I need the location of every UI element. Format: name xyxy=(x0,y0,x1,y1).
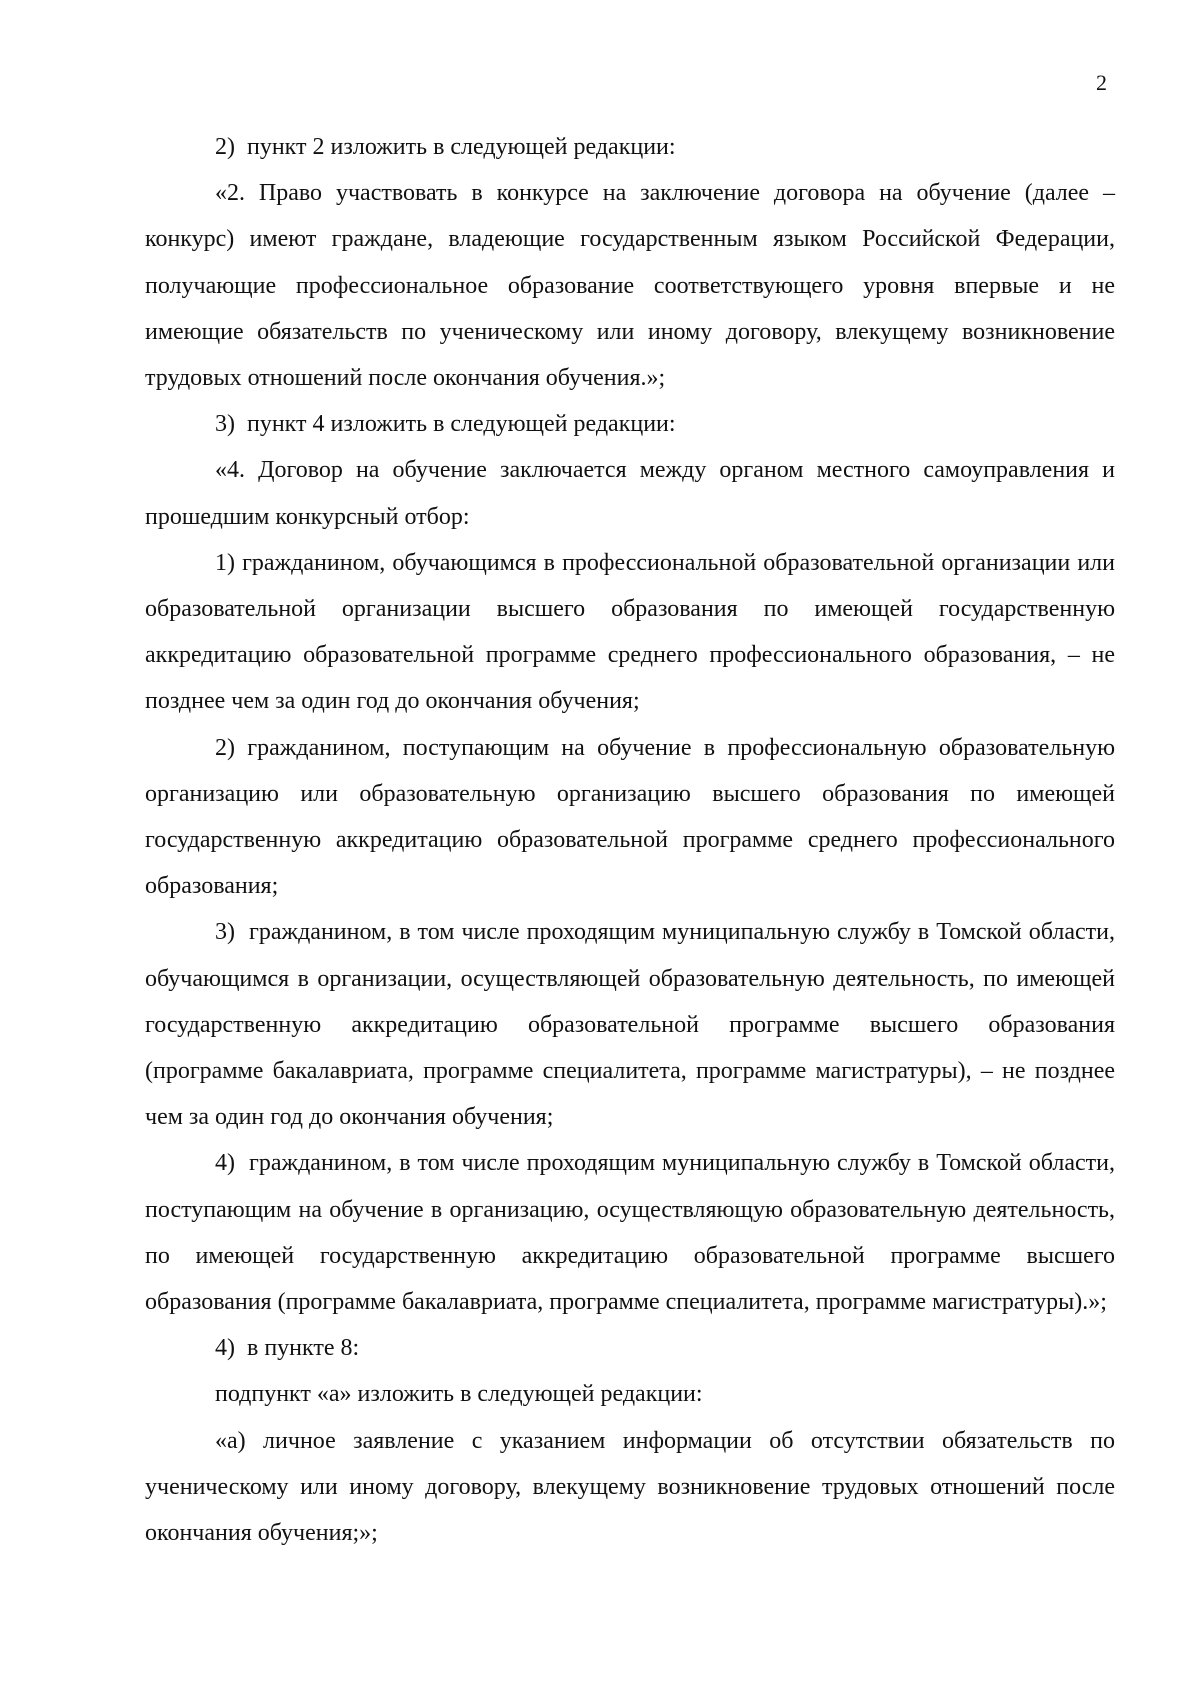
paragraph-subclause-4: 4) гражданином, в том числе проходящим муниципальную службу в Томской области, поступающим на обучение в организацию, осуществляющую образовательную деятельность, по имеющей государственную аккредитацию образовательной программе высшего образования (программе бакалавриата, программе специалитета, программе магистратуры).»; xyxy=(145,1150,1115,1316)
document-body xyxy=(145,124,1115,1556)
paragraph-item-4-heading: 4) в пункте 8: xyxy=(215,1335,360,1362)
paragraph-subclause-2: 2) гражданином, поступающим на обучение в профессиональную образовательную организацию или образовательную организацию высшего образования по имеющей государственную аккредитацию образовательной программе среднего профессионального образования; xyxy=(145,734,1115,900)
paragraph-subpoint-a-text: «а) личное заявление с указанием информации об отсутствии обязательств по ученическому или иному договору, влекущему возникновение трудовых отношений после окончания обучения;»; xyxy=(145,1427,1115,1547)
paragraph-subpoint-a-heading: подпункт «а» изложить в следующей редакции: xyxy=(215,1381,703,1408)
page-number: 2 xyxy=(1096,70,1107,95)
paragraph-subclause-3: 3) гражданином, в том числе проходящим муниципальную службу в Томской области, обучающимся в организации, осуществляющей образовательную деятельность, по имеющей государственную аккредитацию образовательной программе высшего образования (программе бакалавриата, программе специалитета, программе магистратуры), – не позднее чем за один год до окончания обучения; xyxy=(145,919,1115,1131)
paragraph-clause-4-intro: «4. Договор на обучение заключается между органом местного самоуправления и прошедшим конкурсный отбор: xyxy=(145,457,1115,530)
paragraph-clause-2-text: «2. Право участвовать в конкурсе на заключение договора на обучение (далее – конкурс) имеют граждане, владеющие государственным языком Российской Федерации, получающие профессиональное образование соответствующего уровня впервые и не имеющие обязательств по ученическому или иному договору, влекущему возникновение трудовых отношений после окончания обучения.»; xyxy=(145,180,1115,392)
paragraph-subclause-1: 1) гражданином, обучающимся в профессиональной образовательной организации или образовательной организации высшего образования по имеющей государственную аккредитацию образовательной программе среднего профессионального образования, – не позднее чем за один год до окончания обучения; xyxy=(145,549,1115,715)
paragraph-item-3-heading: 3) пункт 4 изложить в следующей редакции: xyxy=(215,411,676,438)
paragraph-item-2-heading: 2) пункт 2 изложить в следующей редакции: xyxy=(215,134,676,160)
